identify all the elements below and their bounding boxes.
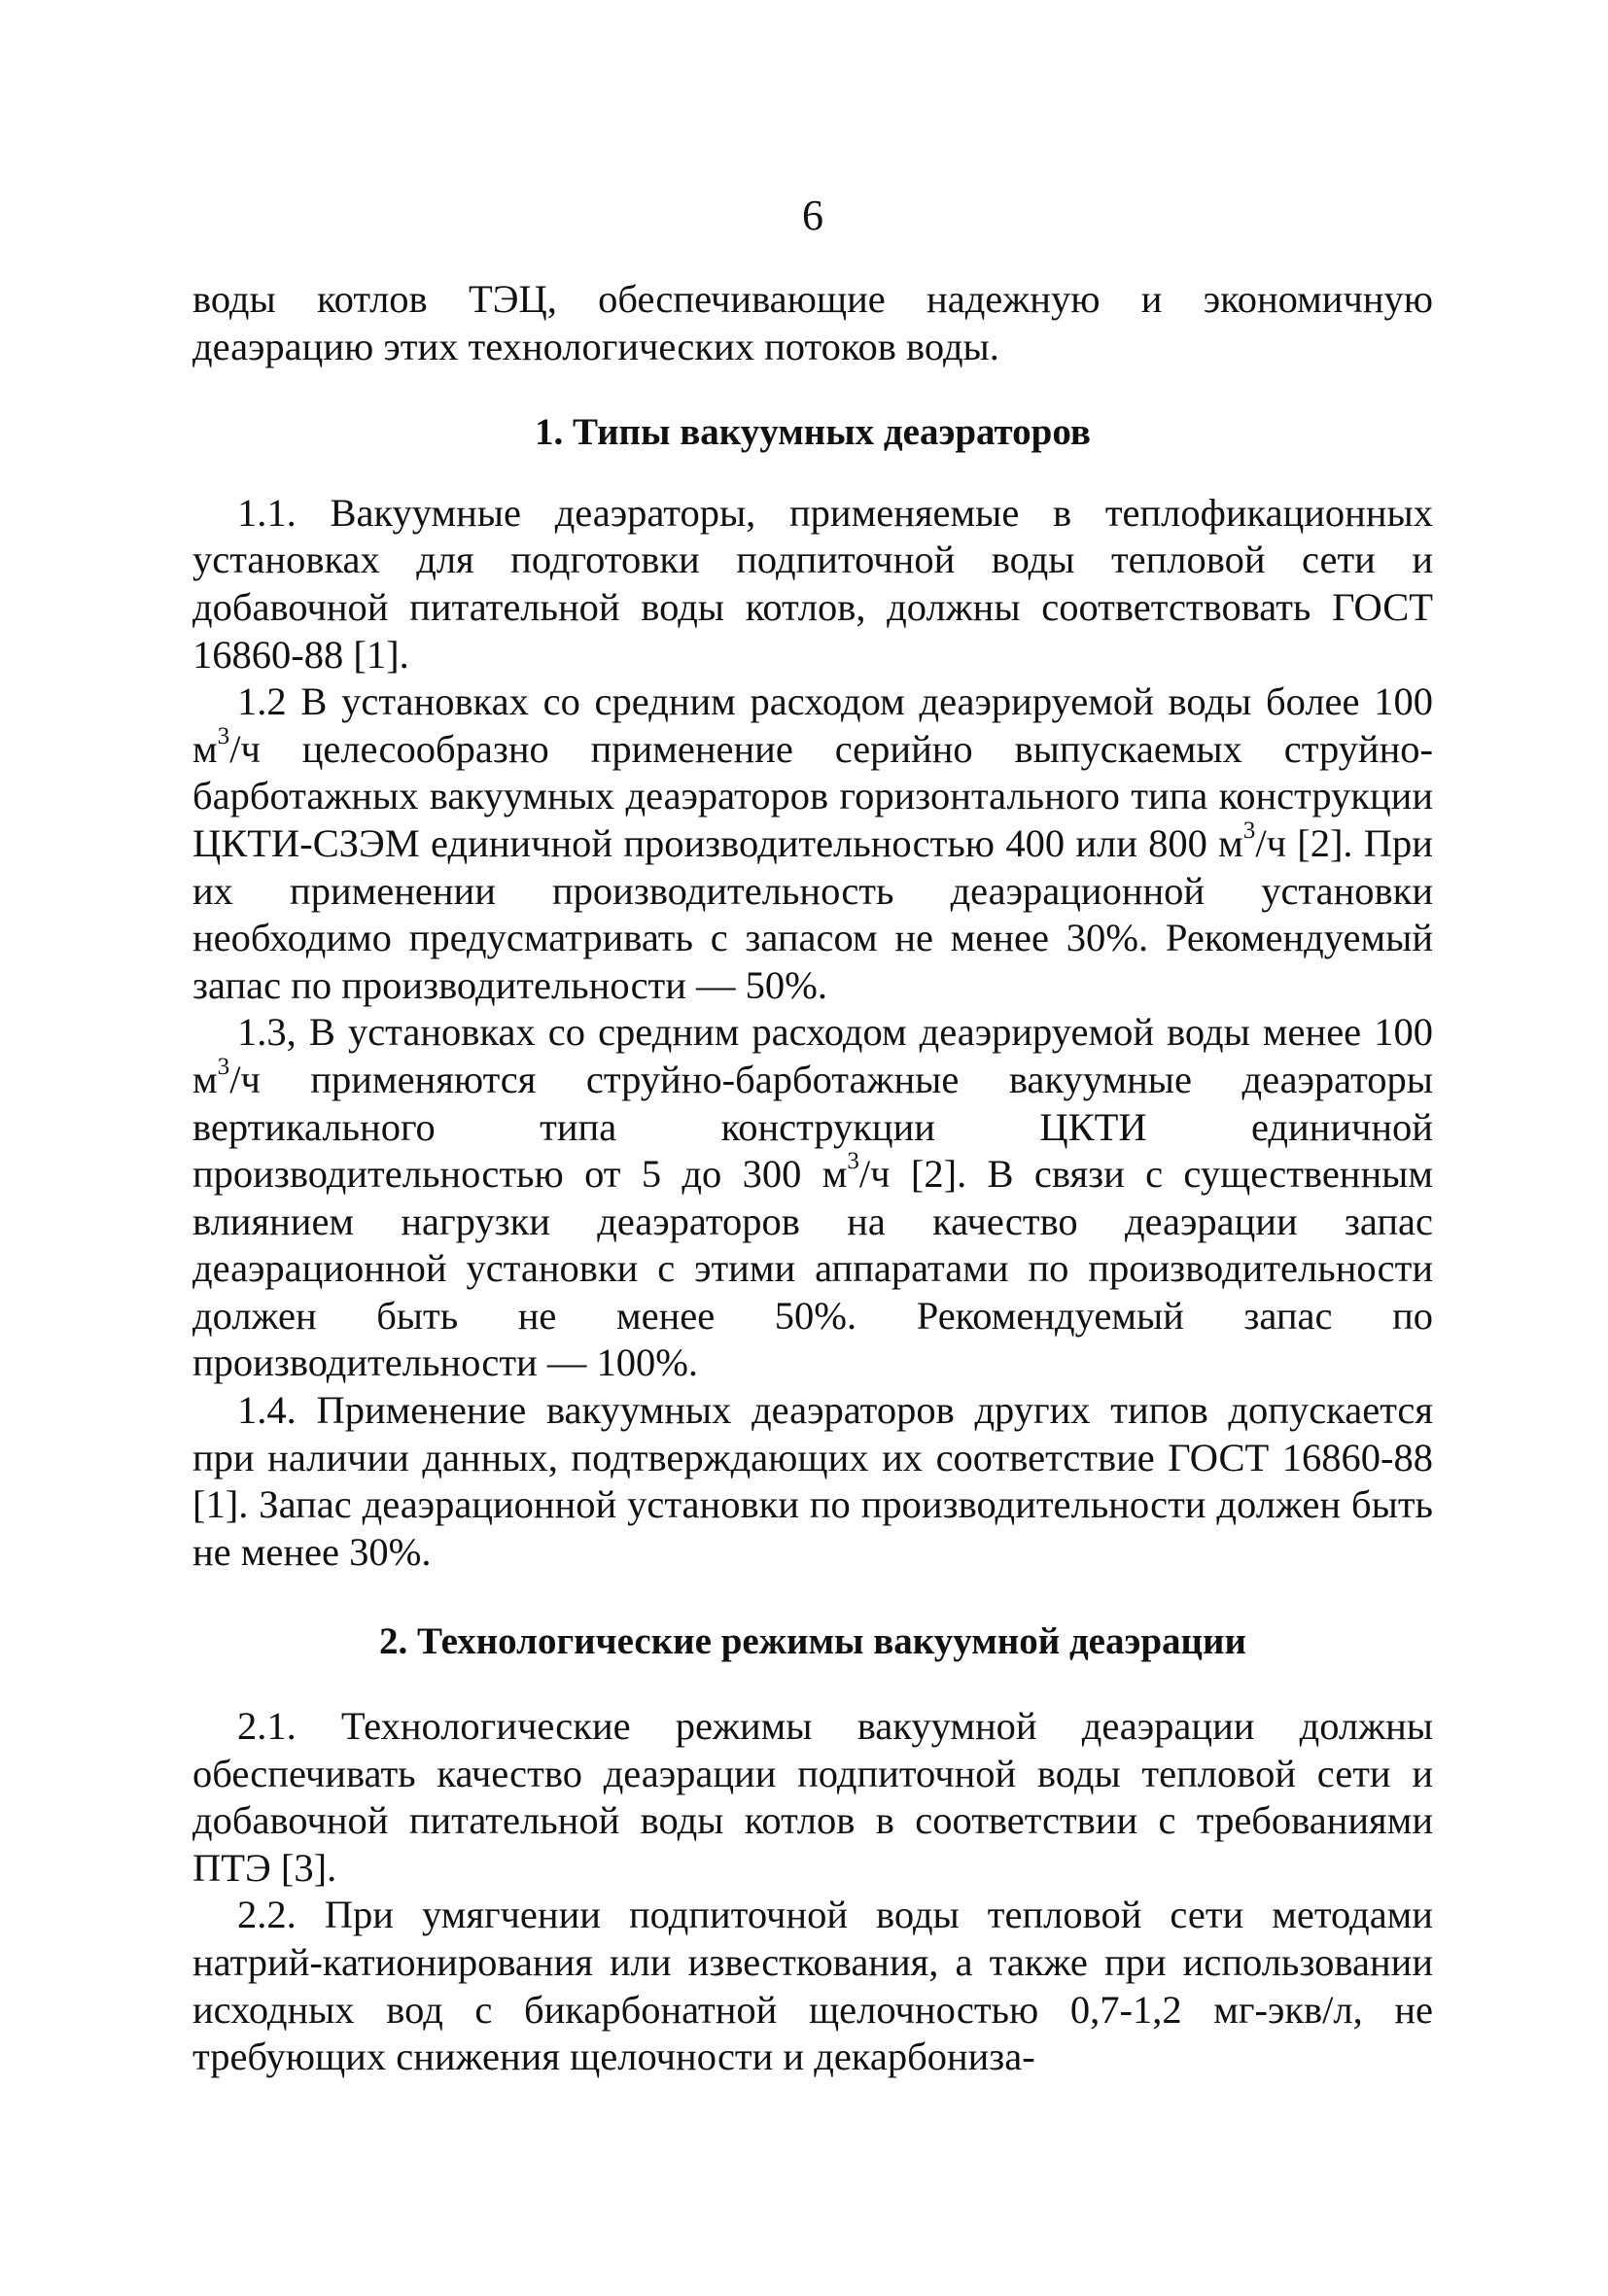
section-1-heading: 1. Типы вакуумных деаэраторов xyxy=(535,411,1091,454)
paragraph-1-3-part-c: /ч [2]. В связи с существенным влиянием нагрузки деаэраторов на качество деаэрации запас деаэрационной установки с этими аппаратами по производительности должен быть не менее 50%. Рекомендуемый запас по производительности — 100%. xyxy=(192,1152,1433,1385)
paragraph-1-3-part-a: 1.3, В установках со средним расходом деаэрируемой воды менее 100 м xyxy=(192,1010,1433,1101)
superscript-cube: 3 xyxy=(1242,818,1256,845)
paragraph-1-2-part-b: /ч целесообразно применение серийно выпускаемых струйно-барботажных вакуумных деаэраторов горизонтального типа конструкции ЦКТИ-СЗЭМ единичной производительностью 400 или 800 м xyxy=(192,726,1433,865)
paragraph-1-4: 1.4. Применение вакуумных деаэраторов других типов допускается при наличии данных, подтверждающих их соответствие ГОСТ 16860-88 [1]. Запас деаэрационной установки по производительности должен быть не менее 30%. xyxy=(192,1388,1433,1574)
paragraph-2-2: 2.2. При умягчении подпиточной воды тепловой сети методами натрий-катионирования или известкования, а также при использовании исходных вод с бикарбонатной щелочностью 0,7-1,2 мг-экв/л, не требующих снижения щелочности и декарбониза- xyxy=(192,1893,1433,2079)
page-number: 6 xyxy=(802,191,823,239)
paragraph-1-3 xyxy=(192,1009,1433,1387)
body-text xyxy=(192,276,1433,2081)
superscript-cube: 3 xyxy=(217,1054,230,1081)
superscript-cube: 3 xyxy=(847,1148,859,1175)
paragraph-1-3-part-b: /ч применяются струйно-барботажные вакуумные деаэраторы вертикального типа конструкции ЦКТИ единичной производительностью от 5 до 300 м xyxy=(192,1057,1433,1197)
section-2-heading: 2. Технологические режимы вакуумной деаэрации xyxy=(379,1620,1246,1663)
superscript-cube: 3 xyxy=(217,722,230,749)
paragraph-1-2-part-c: /ч [2]. При их применении производительность деаэрационной установки необходимо предусматривать с запасом не менее 30%. Рекомендуемый запас по производительности — 50%. xyxy=(192,820,1433,1007)
paragraph-1-2 xyxy=(192,678,1433,1009)
intro-paragraph: воды котлов ТЭЦ, обеспечивающие надежную и экономичную деаэрацию этих технологических потоков воды. xyxy=(192,277,1433,368)
paragraph-1-2-part-a: 1.2 В установках со средним расходом деаэрируемой воды более 100 м xyxy=(192,679,1433,771)
paragraph-2-1: 2.1. Технологические режимы вакуумной деаэрации должны обеспечивать качество деаэрации подпиточной воды тепловой сети и добавочной питательной воды котлов в соответствии с требованиями ПТЭ [3]. xyxy=(192,1704,1433,1890)
paragraph-1-1: 1.1. Вакуумные деаэраторы, применяемые в теплофикационных установках для подготовки подпиточной воды тепловой сети и добавочной питательной воды котлов, должны соответствовать ГОСТ 16860-88 [1]. xyxy=(192,490,1433,677)
